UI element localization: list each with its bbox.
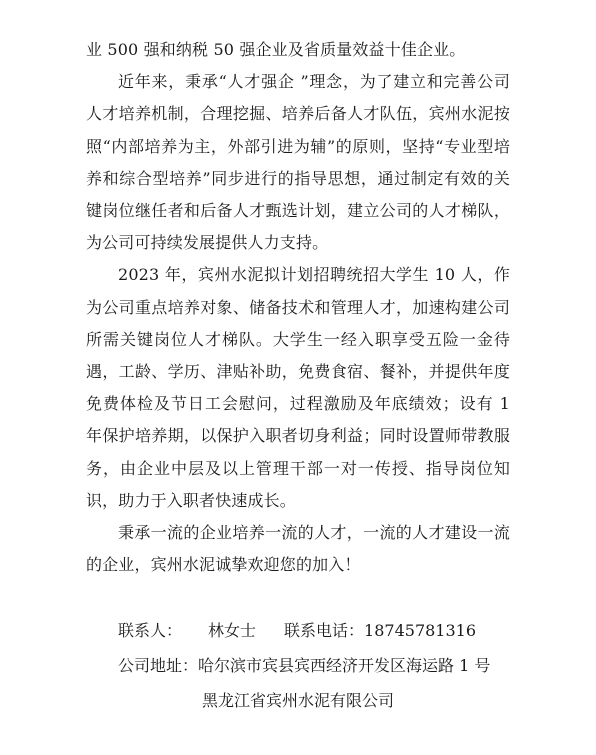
contact-person-name: 林女士 <box>208 621 257 641</box>
contact-block <box>86 613 510 718</box>
paragraph-welcome: 秉承一流的企业培养一流的人才，一流的人才建设一流的企业，宾州水泥诚挚欢迎您的加入！ <box>86 523 510 575</box>
contact-address: 哈尔滨市宾县宾西经济开发区海运路 1 号 <box>198 656 491 676</box>
contact-phone-label: 联系电话： <box>284 621 365 641</box>
paragraph-talent-strategy: 近年来，秉承“人才强企 ”理念，为了建立和完善公司人才培养机制，合理挖掘、培养后备人才队伍，宾州水泥按照“内部培养为主，外部引进为辅”的原则，坚持“专业型培养和综合型培养”同步进行的指导思想，通过制定有效的关键岗位继任者和后备人才甄选计划，建立公司的人才梯队，为公司可持续发展提供人力支持。 <box>86 72 510 253</box>
paragraph-recruitment-2023: 2023 年，宾州水泥拟计划招聘统招大学生 10 人，作为公司重点培养对象、储备技术和管理人才，加速构建公司所需关键岗位人才梯队。大学生一经入职享受五险一金待遇，工龄、学历、津贴补助，免费食宿、餐补，并提供年度免费体检及节日工会慰问，过程激励及年底绩效；设有 1 年保护培养期，以保护入职者切身利益；同时设置师带教服务，由企业中层及以上管理干部一对一传授、指导岗位知识，助力于入职者快速成长。 <box>86 265 510 510</box>
contact-address-label: 公司地址： <box>118 656 199 676</box>
contact-person-row <box>86 613 510 648</box>
company-name: 黑龙江省宾州水泥有限公司 <box>202 691 395 711</box>
contact-person-label: 联系人： <box>118 621 183 641</box>
contact-phone: 18745781316 <box>364 621 477 641</box>
contact-address-row <box>86 648 510 683</box>
paragraph-intro-continued: 业 500 强和纳税 50 强企业及省质量效益十佳企业。 <box>86 40 466 59</box>
